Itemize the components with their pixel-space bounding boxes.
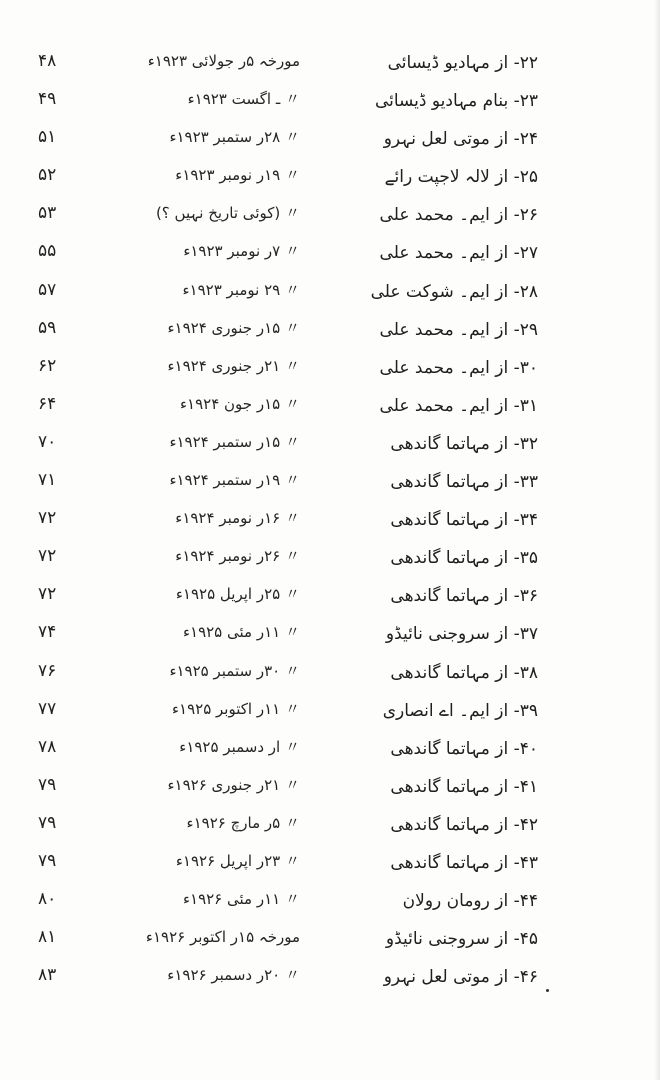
entry-date: 〃 ۱۵ر جنوری ۱۹۲۴ء xyxy=(167,318,300,337)
entry-title: ۲۹- از ایم۔ محمد علی xyxy=(379,319,538,340)
contents-row xyxy=(0,311,660,349)
entry-page-number: ۸۱ xyxy=(38,927,57,948)
entry-date: 〃 ۵ر مارچ ۱۹۲۶ء xyxy=(186,813,300,832)
entry-page-number: ۵۲ xyxy=(38,165,57,186)
contents-row xyxy=(0,158,660,196)
contents-row xyxy=(0,539,660,577)
contents-row xyxy=(0,196,660,234)
contents-row xyxy=(0,768,660,806)
contents-row xyxy=(0,44,660,82)
entry-page-number: ۷۲ xyxy=(38,584,57,605)
entry-page-number: ۷۶ xyxy=(38,660,57,681)
entry-page-number: ۴۹ xyxy=(38,89,57,110)
entry-title: ۲۳- بنام مہادیو ڈیسائی xyxy=(374,91,538,112)
contents-row xyxy=(0,844,660,882)
contents-row xyxy=(0,425,660,463)
entry-date: 〃 ۱۶ر نومبر ۱۹۲۴ء xyxy=(175,509,300,528)
entry-date: 〃 ۲۹ نومبر ۱۹۲۳ء xyxy=(182,280,300,299)
entry-date: 〃 ۱۵ر ستمبر ۱۹۲۴ء xyxy=(169,432,300,451)
entry-date: 〃 ۲۶ر نومبر ۱۹۲۴ء xyxy=(175,547,300,566)
entry-date: 〃 ۳۰ر ستمبر ۱۹۲۵ء xyxy=(169,661,300,680)
entry-date: 〃 ۲۱ر جنوری ۱۹۲۶ء xyxy=(167,775,300,794)
entry-page-number: ۷۲ xyxy=(38,508,57,529)
entry-title: ۲۶- از ایم۔ محمد علی xyxy=(379,205,538,226)
entry-page-number: ۵۱ xyxy=(38,127,57,148)
entry-title: ۳۸- از مہاتما گاندھی xyxy=(390,662,538,683)
entry-page-number: ۵۹ xyxy=(38,317,57,338)
entry-title: ۲۵- از لالہ لاجپت رائے xyxy=(384,167,538,188)
entry-date: 〃 ۱۱ر مئی ۱۹۲۵ء xyxy=(182,623,300,642)
entry-page-number: ۷۴ xyxy=(38,622,57,643)
contents-row xyxy=(0,577,660,615)
entry-date: 〃 (کوئی تاریخ نہیں ؟) xyxy=(155,204,300,223)
entry-title: ۲۴- از موتی لعل نہرو xyxy=(383,129,538,150)
entry-date: 〃 ۱۵ر جون ۱۹۲۴ء xyxy=(179,394,300,413)
entry-title: ۳۰- از ایم۔ محمد علی xyxy=(379,357,538,378)
entry-date: 〃 ۲۱ر جنوری ۱۹۲۴ء xyxy=(167,356,300,375)
entry-title: ۲۸- از ایم۔ شوکت علی xyxy=(370,281,538,302)
entry-title: ۴۴- از رومان رولان xyxy=(402,891,538,912)
entry-page-number: ۵۷ xyxy=(38,279,57,300)
entry-page-number: ۷۰ xyxy=(38,431,57,452)
entry-date: 〃 ۲۰ر دسمبر ۱۹۲۶ء xyxy=(167,966,300,985)
entry-date: 〃 ۱۹ر ستمبر ۱۹۲۴ء xyxy=(169,471,300,490)
entry-page-number: ۸۰ xyxy=(38,889,57,910)
entry-date: مورخہ ۵ر جولائی ۱۹۲۳ء xyxy=(147,52,300,70)
contents-row xyxy=(0,806,660,844)
entry-date: 〃 ـ اگست ۱۹۲۳ء xyxy=(187,90,300,109)
entry-date: 〃 ۲۳ر اپریل ۱۹۲۶ء xyxy=(175,851,300,870)
entry-title: ۴۲- از مہاتما گاندھی xyxy=(390,814,538,835)
entry-page-number: ۷۸ xyxy=(38,736,57,757)
contents-row xyxy=(0,501,660,539)
contents-row xyxy=(0,882,660,920)
contents-row xyxy=(0,463,660,501)
contents-row xyxy=(0,958,660,996)
contents-row xyxy=(0,82,660,120)
contents-row xyxy=(0,387,660,425)
contents-row xyxy=(0,273,660,311)
contents-row xyxy=(0,349,660,387)
entry-page-number: ۷۲ xyxy=(38,546,57,567)
contents-row xyxy=(0,692,660,730)
entry-page-number: ۶۲ xyxy=(38,355,57,376)
entry-page-number: ۷۷ xyxy=(38,698,57,719)
contents-row xyxy=(0,615,660,653)
entry-page-number: ۴۸ xyxy=(38,51,57,71)
entry-date: 〃 ۲۵ر اپریل ۱۹۲۵ء xyxy=(175,585,300,604)
entry-title: ۳۶- از مہاتما گاندھی xyxy=(390,586,538,607)
entry-title: ۲۲- از مہادیو ڈیسائی xyxy=(387,53,538,73)
entry-title: ۴۰- از مہاتما گاندھی xyxy=(390,738,538,759)
entry-date: 〃 ۲۸ر ستمبر ۱۹۲۳ء xyxy=(169,128,300,147)
entry-page-number: ۷۹ xyxy=(38,774,57,795)
entry-page-number: ۶۴ xyxy=(38,393,57,414)
entry-date: 〃 ۷ر نومبر ۱۹۲۳ء xyxy=(183,242,300,261)
entry-date: 〃 ار دسمبر ۱۹۲۵ء xyxy=(179,737,300,756)
entry-date: 〃 ۱۹ر نومبر ۱۹۲۳ء xyxy=(175,166,300,185)
entry-page-number: ۵۵ xyxy=(38,241,57,262)
entry-title: ۳۵- از مہاتما گاندھی xyxy=(390,548,538,569)
entry-title: ۴۳- از مہاتما گاندھی xyxy=(390,852,538,873)
entry-title: ۳۳- از مہاتما گاندھی xyxy=(390,472,538,493)
entry-date: 〃 ۱۱ر اکتوبر ۱۹۲۵ء xyxy=(171,699,300,718)
entry-title: ۴۱- از مہاتما گاندھی xyxy=(390,776,538,797)
entry-title: ۳۷- از سروجنی نائیڈو xyxy=(385,624,538,645)
contents-row xyxy=(0,730,660,768)
entry-page-number: ۷۱ xyxy=(38,470,57,491)
entry-title: ۳۲- از مہاتما گاندھی xyxy=(390,433,538,454)
entry-page-number: ۸۳ xyxy=(38,965,57,986)
entry-page-number: ۷۹ xyxy=(38,850,57,871)
entry-date: مورخہ ۱۵ر اکتوبر ۱۹۲۶ء xyxy=(145,928,300,947)
contents-row xyxy=(0,920,660,958)
entry-title: ۳۴- از مہاتما گاندھی xyxy=(390,510,538,531)
margin-dot xyxy=(546,989,549,992)
contents-list xyxy=(0,44,660,996)
contents-row xyxy=(0,654,660,692)
entry-title: ۲۷- از ایم۔ محمد علی xyxy=(379,243,538,264)
entry-date: 〃 ۱۱ر مئی ۱۹۲۶ء xyxy=(182,890,300,909)
entry-title: ۳۱- از ایم۔ محمد علی xyxy=(379,395,538,416)
entry-page-number: ۵۳ xyxy=(38,203,57,224)
contents-row xyxy=(0,234,660,272)
entry-title: ۴۶- از موتی لعل نہرو xyxy=(383,967,538,988)
contents-row xyxy=(0,120,660,158)
entry-title: ۳۹- از ایم۔ اے انصاری xyxy=(382,700,538,721)
entry-title: ۴۵- از سروجنی نائیڈو xyxy=(385,929,538,950)
entry-page-number: ۷۹ xyxy=(38,812,57,833)
